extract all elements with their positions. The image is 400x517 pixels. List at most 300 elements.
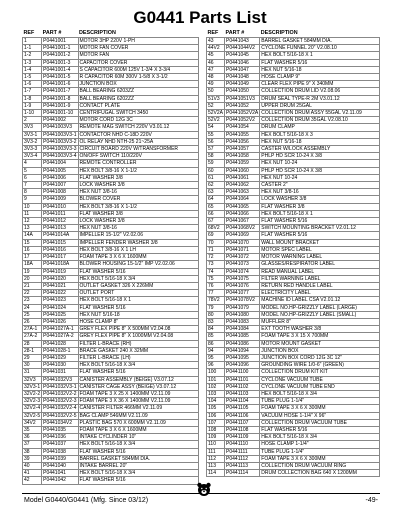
part-number-cell: P0441052V2 [225, 117, 260, 124]
part-number-cell: P0441086 [225, 340, 260, 347]
ref-cell: 79 [207, 304, 225, 311]
table-row [23, 117, 199, 124]
part-number-cell: P0441036 [42, 434, 78, 441]
part-number-cell: P0441079 [225, 304, 260, 311]
part-number-cell: P0441064 [225, 196, 260, 203]
table-row [23, 203, 199, 210]
description-cell: HEX NUT 5/16-18 [260, 66, 380, 73]
table-row [23, 218, 199, 225]
ref-cell: 71 [207, 246, 225, 253]
ref-cell: 3V3-1 [23, 131, 42, 138]
description-cell: SWITCH MOUNTING BRACKET V2.01.12 [260, 225, 380, 232]
part-number-cell: P0441011 [42, 210, 78, 217]
description-cell: WALL MOUNT BRACKET [260, 239, 380, 246]
ref-cell: 100 [207, 369, 225, 376]
page-title: G0441 Parts List [133, 8, 267, 27]
description-cell: HEX NUT 3/8-16 [78, 225, 198, 232]
description-cell: CYCLONE FUNNEL 20" V2.08.10 [260, 45, 380, 52]
description-cell: CAPACITOR COVER [78, 59, 198, 66]
table-row [207, 419, 380, 426]
ref-cell: 42 [23, 477, 42, 484]
table-row [207, 131, 380, 138]
description-cell: FILTER L-BRACE (LH) [78, 354, 198, 361]
description-cell: ON/OFF SWITCH 110/220V [78, 153, 198, 160]
table-row [23, 383, 199, 390]
description-cell: CANISTER ASSEMBLY (BEIGE) V3.07.12 [78, 376, 198, 383]
ref-cell: 1 [23, 38, 42, 45]
description-cell: HEX NUT 3/8-16 [260, 189, 380, 196]
part-number-cell: P0441032V2-4 [43, 405, 77, 412]
part-number-cell: P0441003V3 [42, 124, 78, 131]
description-cell: FOAM TAPE 3 X 6 X 300MM [260, 455, 380, 462]
description-cell: CENTRIFUGAL SWITCH 3450 [78, 110, 198, 117]
description-cell: TUBE PLUG 1-1/4" [260, 448, 380, 455]
description-cell: MOTOR FAN [78, 52, 198, 59]
table-row [207, 362, 380, 369]
part-number-cell: P0441052 [225, 102, 260, 109]
ref-cell: 30 [23, 362, 42, 369]
ref-cell: 109 [207, 434, 225, 441]
part-number-cell: P0441018A [42, 261, 78, 268]
ref-cell: 110 [207, 441, 225, 448]
part-number-cell: P0441001-3 [42, 59, 78, 66]
table-row [23, 189, 199, 196]
description-cell: IMPELLER 15-1/2" V2.02.06 [78, 232, 198, 239]
description-cell: CONTACTOR NHD C-18D 220V [78, 131, 198, 138]
description-cell: HEX BOLT 5/16-18 X 3/4 [260, 434, 380, 441]
ref-cell: 6 [23, 174, 42, 181]
ref-cell: 61 [207, 174, 225, 181]
part-number-cell: P0441031 [42, 369, 78, 376]
table-row [207, 268, 380, 275]
description-cell: PHLP HD SCR 10-24 X 3/8 [260, 153, 380, 160]
ref-cell: 63 [207, 189, 225, 196]
ref-cell: 18A [23, 261, 42, 268]
table-row [23, 59, 199, 66]
part-number-cell: P0441013 [42, 225, 78, 232]
ref-cell: 74 [207, 268, 225, 275]
description-cell: FILTER WARNING LABEL [260, 275, 380, 282]
part-number-cell: P0441075 [225, 275, 260, 282]
part-number-cell: P0441022 [42, 290, 78, 297]
part-number-cell: P0441010 [42, 203, 78, 210]
table-row [207, 102, 380, 109]
ref-cell: 75 [207, 275, 225, 282]
description-cell: CASTER W/LOCK ASSEMBLY [260, 146, 380, 153]
ref-cell: 105 [207, 405, 225, 412]
description-cell: FLAT WASHER 5/16 [78, 477, 198, 484]
ref-cell: 96 [207, 362, 225, 369]
part-number-cell: P0441001-1 [42, 45, 78, 52]
part-number-cell: P0441037 [42, 441, 78, 448]
table-row [207, 66, 380, 73]
description-cell: INTAKE CYCLINDER 10" [78, 434, 198, 441]
table-row [207, 383, 380, 390]
part-number-cell: P0441046 [225, 59, 260, 66]
part-number-cell: P0441061 [225, 174, 260, 181]
description-cell: CANISTER FILTER 466MM V2.11.09 [78, 405, 198, 412]
ref-cell: 38 [23, 448, 42, 455]
table-row [23, 268, 199, 275]
table-row [23, 210, 199, 217]
description-cell: BARREL GASKET 584MM DIA. [78, 455, 198, 462]
table-row [207, 182, 380, 189]
ref-cell: 40 [23, 462, 42, 469]
table-row [23, 340, 199, 347]
description-cell: MACHINE ID LABEL CSA V2.01.12 [260, 297, 380, 304]
ref-cell: 107 [207, 419, 225, 426]
part-number-cell: P0441056 [225, 138, 260, 145]
table-row [23, 66, 199, 73]
ref-cell: 55 [207, 131, 225, 138]
ref-cell: 9 [23, 196, 42, 203]
table-row [23, 369, 199, 376]
part-number-cell: P0441015 [42, 239, 78, 246]
description-cell: HOSE CLAMP 1-1/4" [260, 441, 380, 448]
part-number-cell: P0441024 [42, 304, 78, 311]
description-cell: HEX NUT 10-24 [260, 160, 380, 167]
part-number-cell: P0441030 [42, 362, 78, 369]
table-row [23, 426, 199, 433]
ref-cell: 26 [23, 318, 42, 325]
table-row [207, 426, 380, 433]
description-header: DESCRIPTION [260, 30, 380, 38]
ref-cell: 39 [23, 455, 42, 462]
part-number-cell: P0441001-4 [42, 66, 78, 73]
ref-cell: 31 [23, 369, 42, 376]
part-number-cell: P0441096 [225, 362, 260, 369]
part-number-cell: P0441027A-1 [42, 326, 78, 333]
part-number-cell: P0441042 [42, 477, 78, 484]
table-row [207, 311, 380, 318]
table-row [23, 318, 199, 325]
description-cell: S CAPACITOR 600M 125V 1-3/4 X 3-3/4 [78, 66, 198, 73]
description-cell: BLOWER HOUSING 15-1/2" IMP V2.02.06 [78, 261, 198, 268]
part-number-cell: P0441060 [225, 167, 260, 174]
ref-cell: 2 [23, 117, 42, 124]
ref-cell: 34V2 [23, 419, 42, 426]
part-number-cell: P0441104 [225, 398, 260, 405]
part-number-cell: P0441108 [225, 426, 260, 433]
ref-cell: 36 [23, 434, 42, 441]
table-row [23, 462, 199, 469]
part-number-cell: P0441035 [42, 426, 78, 433]
description-cell: FOAM TAPE 3 X 6 X 1600MM [78, 254, 198, 261]
part-number-cell: P0441032V2-3 [43, 398, 77, 405]
table-row [207, 167, 380, 174]
description-cell: CANISTER CAGE ASSY (BEIGE) V3.07.12 [78, 383, 198, 390]
ref-cell: 43 [207, 38, 225, 45]
table-row [23, 74, 199, 81]
ref-cell: 45 [207, 52, 225, 59]
part-number-cell: P0441026 [42, 318, 78, 325]
table-row [207, 390, 380, 397]
part-number-cell: P0441027A-2 [42, 333, 78, 340]
ref-cell: 19 [23, 268, 42, 275]
table-row [207, 347, 380, 354]
table-row [207, 326, 380, 333]
description-cell: FLAT WASHER 5/16 [260, 232, 380, 239]
part-number-cell: P0441055 [225, 131, 260, 138]
part-number-cell: P0441070 [225, 239, 260, 246]
table-row [23, 290, 199, 297]
table-row [23, 38, 199, 45]
part-number-cell: P0441028 [42, 340, 78, 347]
part-number-cell: P0441044V2 [225, 45, 260, 52]
table-row [207, 210, 380, 217]
ref-cell: 32V3-1 [24, 383, 41, 390]
description-cell: COLLECTION DRUM 35GAL V2.08.10 [260, 117, 380, 124]
part-number-cell: P0441001-8 [42, 95, 78, 102]
description-cell: FLAT WASHER 5/16 [78, 268, 198, 275]
table-row [207, 160, 380, 167]
ref-cell: 1-1 [23, 45, 42, 52]
description-cell: FLAT WASHER 5/16 [78, 448, 198, 455]
footer-model: Model G0440/G0441 (Mfg. Since 03/12) [24, 497, 149, 504]
table-row [207, 174, 380, 181]
ref-cell: 37 [23, 441, 42, 448]
table-row [23, 95, 199, 102]
part-number-cell: P0441007 [42, 182, 78, 189]
table-row [23, 102, 199, 109]
description-cell: HEX BOLT 5/16-18 X 1 [78, 297, 198, 304]
description-cell: FOAM TAPE 3 X 36 X 1400MM V2.11.09 [78, 398, 198, 405]
table-row [207, 254, 380, 261]
ref-cell: 67 [207, 218, 225, 225]
ref-cell: 51V3 [207, 95, 225, 102]
part-number-cell: P0441100 [225, 369, 260, 376]
table-row [23, 448, 199, 455]
part-number-cell: P0441072 [225, 254, 260, 261]
part-number-cell: P0441057 [225, 146, 260, 153]
ref-cell: 1-6 [23, 81, 42, 88]
ref-cell: 108 [207, 426, 225, 433]
table-row [23, 254, 199, 261]
part-number-cell: P0441029 [42, 354, 78, 361]
ref-cell: 7 [23, 182, 42, 189]
ref-cell: 1-7 [23, 88, 42, 95]
part-number-cell: P0441066 [225, 210, 260, 217]
ref-cell: 68V2 [207, 225, 225, 232]
ref-cell: 35 [23, 426, 42, 433]
ref-header: REF [207, 30, 225, 38]
table-row [207, 189, 380, 196]
part-number-cell: P0441112 [225, 455, 260, 462]
table-row [207, 246, 380, 253]
table-row [23, 138, 199, 145]
description-header: DESCRIPTION [78, 30, 198, 38]
part-number-cell: P0441052V2A [226, 110, 259, 117]
table-row [207, 81, 380, 88]
part-number-cell: P0441077 [225, 290, 260, 297]
part-number-cell: P0441023 [42, 297, 78, 304]
description-cell: OUTLET GASKET 326 X 226MM [78, 282, 198, 289]
description-cell: HOSE CLAMP 9" [260, 74, 380, 81]
ref-cell: 23 [23, 297, 42, 304]
description-cell: COLLECTION DRUM VACUUM TUBE [260, 419, 380, 426]
table-row [207, 376, 380, 383]
description-cell: OUTLET PORT [78, 290, 198, 297]
table-row [23, 182, 199, 189]
ref-cell: 22 [23, 290, 42, 297]
table-row [207, 95, 380, 102]
table-row [23, 304, 199, 311]
ref-cell: 95 [207, 354, 225, 361]
part-number-cell: P0441038 [42, 448, 78, 455]
part-number-cell: P0441049 [225, 81, 260, 88]
ref-cell: 32V3 [23, 376, 42, 383]
ref-cell: 85 [207, 333, 225, 340]
description-cell: BLOWER COVER [78, 196, 198, 203]
table-row [207, 318, 380, 325]
table-row [207, 455, 380, 462]
description-cell: BALL BEARING 6203ZZ [78, 88, 198, 95]
ref-cell: 73 [207, 261, 225, 268]
table-row [207, 304, 380, 311]
ref-cell: 102 [207, 383, 225, 390]
table-row [207, 462, 380, 469]
description-cell: HEX NUT 3/8-16 [78, 189, 198, 196]
ref-cell: 1-10 [23, 110, 42, 117]
table-row [23, 347, 199, 354]
description-cell: HOSE CLAMP 8" [78, 318, 198, 325]
description-cell: FILTER L-BRACE (RH) [78, 340, 198, 347]
description-cell: HEX BOLT 3/8-16 X 1 LH [78, 246, 198, 253]
description-cell: HEX BOLT 5/16-18 X 3/4 [78, 362, 198, 369]
table-row [207, 45, 380, 52]
part-number-cell: P0441006 [42, 174, 78, 181]
part-number-cell: P0441019 [42, 268, 78, 275]
ref-cell: 56 [207, 138, 225, 145]
description-cell: CLEAR FLEX PIPE 9" X 340MM [260, 81, 380, 88]
ref-cell: 28 [23, 340, 42, 347]
part-number-cell: P0441068V2 [225, 225, 260, 232]
ref-cell: 77 [207, 290, 225, 297]
part-number-cell: P0441032V3 [42, 376, 78, 383]
description-cell: OL RELAY NHD NTH-25 21~25A [78, 138, 198, 145]
table-row [23, 239, 199, 246]
description-cell: HEX BOLT 5/16-18 X 3/4 [260, 390, 380, 397]
table-row [23, 81, 199, 88]
ref-cell: 3V3-2 [23, 138, 42, 145]
part-number-cell: P0441071 [225, 246, 260, 253]
ref-cell: 70 [207, 239, 225, 246]
table-row [23, 146, 199, 153]
ref-cell: 15 [23, 239, 42, 246]
part-number-cell: P0441017 [42, 254, 78, 261]
table-row [23, 326, 199, 333]
description-cell: BALL BEARING 6202ZZ [78, 95, 198, 102]
part-number-cell: P0441041 [42, 470, 78, 477]
description-cell: FOAM TAPE 3 X 6 X 1600MM [78, 426, 198, 433]
table-row [23, 261, 199, 268]
part-number-cell: P0441059 [225, 160, 260, 167]
ref-cell: 52 [207, 102, 225, 109]
table-row [207, 405, 380, 412]
ref-cell: 28-1 [23, 347, 42, 354]
part-number-cell: P0441040 [42, 462, 78, 469]
part-number-cell: P0441003V3-3 [43, 146, 77, 153]
ref-cell: 27A-2 [23, 333, 42, 340]
table-row [23, 477, 199, 484]
ref-cell: 113 [207, 462, 225, 469]
table-row [207, 369, 380, 376]
ref-cell: 101 [207, 376, 225, 383]
table-row [23, 297, 199, 304]
table-row [207, 59, 380, 66]
ref-cell: 12 [23, 218, 42, 225]
description-cell: PLASTIC BAG 570 X 600MM V2.11.09 [78, 419, 198, 426]
part-number-cell: P0441014A [42, 232, 78, 239]
ref-cell: 112 [207, 455, 225, 462]
description-cell: JUNCTION BOX [78, 81, 198, 88]
part-number-cell: P0441032V2-5 [43, 412, 77, 419]
part-number-cell: P0441062 [225, 182, 260, 189]
ref-cell: 44V2 [207, 45, 225, 52]
description-cell: MODEL NO.HP-GRIZZLY LABEL (LARGE) [260, 304, 380, 311]
table-row [207, 218, 380, 225]
parts-table-left [22, 30, 199, 485]
part-number-cell: P0441107 [225, 419, 260, 426]
table-row [207, 448, 380, 455]
ref-cell: 32V2-4 [24, 405, 41, 412]
table-row [23, 398, 199, 405]
table-row [207, 138, 380, 145]
description-cell: FLAT WASHER 3/8 [78, 210, 198, 217]
part-header: PART # [225, 30, 260, 38]
part-number-cell: P0441083 [225, 318, 260, 325]
description-cell: GREY FLEX PIPE 8" X 500MM V2.04.08 [78, 326, 198, 333]
table-row [207, 124, 380, 131]
description-cell: ELECTRICITY LABEL [260, 290, 380, 297]
table-row [207, 282, 380, 289]
ref-cell: 72 [207, 254, 225, 261]
description-cell: MOTOR FAN COVER [78, 45, 198, 52]
description-cell: IMPELLER FENDER WASHER 3/8 [78, 239, 198, 246]
table-row [23, 441, 199, 448]
table-row [23, 225, 199, 232]
table-row [23, 52, 199, 59]
part-number-cell: P0441005 [42, 167, 78, 174]
part-number-cell: P0441078V2 [225, 297, 260, 304]
part-number-cell: P0441001 [42, 38, 78, 45]
ref-cell: 69 [207, 232, 225, 239]
part-number-cell: P0441003V3-1 [43, 131, 77, 138]
part-number-cell: P0441094 [225, 347, 260, 354]
description-cell: DRUM COLLECTION BAG 640 X 1200MM [260, 470, 380, 477]
ref-cell: 1-3 [23, 59, 42, 66]
part-number-cell: P0441058 [225, 153, 260, 160]
part-number-cell: P0441065 [225, 203, 260, 210]
table-row [23, 232, 199, 239]
ref-cell: 54 [207, 124, 225, 131]
ref-cell: 60 [207, 167, 225, 174]
part-number-cell: P0441110 [225, 441, 260, 448]
part-number-cell: P0441050 [225, 88, 260, 95]
page-number: -49- [365, 497, 378, 504]
table-row [207, 441, 380, 448]
ref-cell: 106 [207, 412, 225, 419]
table-row [207, 434, 380, 441]
table-row [23, 434, 199, 441]
part-number-cell: P0441080 [225, 311, 260, 318]
part-number-cell: P0441109 [225, 434, 260, 441]
table-row [207, 354, 380, 361]
table-row [207, 38, 380, 45]
table-row [23, 153, 199, 160]
part-number-cell: P0441012 [42, 218, 78, 225]
part-number-cell: P0441003V3-2 [43, 138, 77, 145]
